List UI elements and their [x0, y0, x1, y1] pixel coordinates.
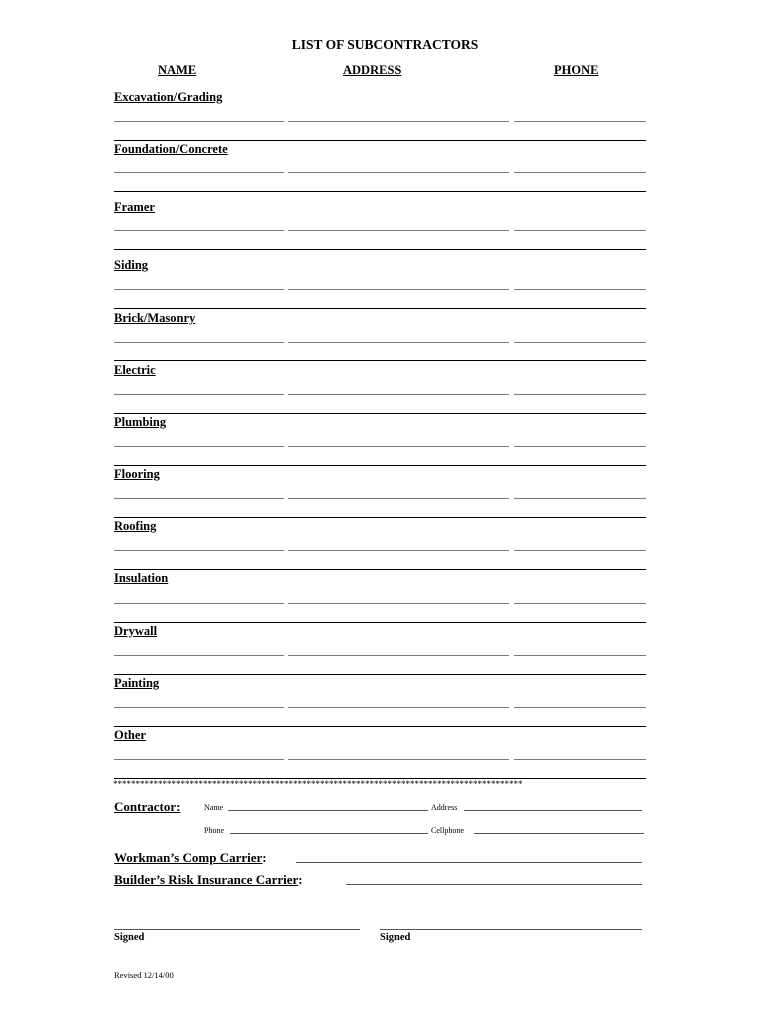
fill-line-row10-col2[interactable]	[514, 655, 646, 656]
fill-line-row0-col1[interactable]	[288, 121, 509, 122]
contractor-name-label: Name	[204, 803, 224, 812]
contractor-cellphone-label: Cellphone	[431, 826, 464, 835]
fill-line-row5-col0[interactable]	[114, 394, 284, 395]
fill-line-row2-col2[interactable]	[514, 230, 646, 231]
contractor-phone-label: Phone	[204, 826, 224, 835]
section-divider-4	[114, 360, 646, 361]
section-divider-6	[114, 465, 646, 466]
signature-line-right[interactable]	[380, 929, 642, 930]
category-drywall: Drywall	[114, 624, 158, 638]
section-divider-10	[114, 674, 646, 675]
signature-line-left[interactable]	[114, 929, 360, 930]
fill-line-row3-col2[interactable]	[514, 289, 646, 290]
section-divider-9	[114, 622, 646, 623]
section-divider-2	[114, 249, 646, 250]
fill-line-row4-col2[interactable]	[514, 342, 646, 343]
fill-line-row12-col0[interactable]	[114, 759, 284, 760]
fill-line-row6-col0[interactable]	[114, 446, 284, 447]
fill-line-row2-col0[interactable]	[114, 230, 284, 231]
fill-line-row1-col1[interactable]	[288, 172, 509, 173]
column-header-name: NAME	[158, 63, 197, 77]
section-divider-1	[114, 191, 646, 192]
contractor-address-field[interactable]	[464, 810, 642, 811]
fill-line-row12-col2[interactable]	[514, 759, 646, 760]
fill-line-row5-col1[interactable]	[288, 394, 509, 395]
section-divider-8	[114, 569, 646, 570]
fill-line-row9-col0[interactable]	[114, 603, 284, 604]
category-flooring: Flooring	[114, 467, 160, 481]
category-painting: Painting	[114, 676, 160, 690]
signed-label-left: Signed	[114, 932, 145, 943]
fill-line-row5-col2[interactable]	[514, 394, 646, 395]
column-header-phone: PHONE	[554, 63, 599, 77]
contractor-phone-field[interactable]	[230, 833, 428, 834]
fill-line-row2-col1[interactable]	[288, 230, 509, 231]
fill-line-row9-col1[interactable]	[288, 603, 509, 604]
contractor-address-label: Address	[431, 803, 458, 812]
fill-line-row11-col1[interactable]	[288, 707, 509, 708]
category-foundation-concrete: Foundation/Concrete	[114, 142, 228, 156]
fill-line-row6-col2[interactable]	[514, 446, 646, 447]
contractor-label	[114, 799, 180, 815]
contractor-label-text: Contractor:	[114, 799, 181, 814]
category-insulation: Insulation	[114, 571, 169, 585]
fill-line-row6-col1[interactable]	[288, 446, 509, 447]
fill-line-row7-col0[interactable]	[114, 498, 284, 499]
section-divider-0	[114, 140, 646, 141]
fill-line-row8-col0[interactable]	[114, 550, 284, 551]
workmans-comp-carrier-field[interactable]	[296, 862, 642, 863]
fill-line-row1-col0[interactable]	[114, 172, 284, 173]
fill-line-row9-col2[interactable]	[514, 603, 646, 604]
fill-line-row0-col2[interactable]	[514, 121, 646, 122]
category-other: Other	[114, 728, 146, 742]
fill-line-row8-col2[interactable]	[514, 550, 646, 551]
section-divider-11	[114, 726, 646, 727]
category-electric: Electric	[114, 363, 156, 377]
fill-line-row10-col1[interactable]	[288, 655, 509, 656]
fill-line-row11-col0[interactable]	[114, 707, 284, 708]
builders-risk-carrier-text: Builder’s Risk Insurance Carrier	[114, 872, 299, 887]
contractor-cellphone-field[interactable]	[474, 833, 644, 834]
section-divider-5	[114, 413, 646, 414]
fill-line-row4-col1[interactable]	[288, 342, 509, 343]
fill-line-row8-col1[interactable]	[288, 550, 509, 551]
builders-risk-carrier-field[interactable]	[346, 884, 642, 885]
fill-line-row0-col0[interactable]	[114, 121, 284, 122]
separator-asterisks: *******************************************************************************************	[113, 779, 523, 789]
fill-line-row4-col0[interactable]	[114, 342, 284, 343]
fill-line-row3-col1[interactable]	[288, 289, 509, 290]
page-title: LIST OF SUBCONTRACTORS	[291, 37, 479, 52]
fill-line-row11-col2[interactable]	[514, 707, 646, 708]
builders-risk-carrier-label: Builder’s Risk Insurance Carrier:	[114, 872, 303, 887]
category-framer: Framer	[114, 200, 155, 214]
signed-label-right: Signed	[380, 932, 411, 943]
contractor-name-field[interactable]	[228, 810, 428, 811]
workmans-comp-carrier-text: Workman’s Comp Carrier	[114, 850, 263, 865]
category-brick-masonry: Brick/Masonry	[114, 311, 196, 325]
category-siding: Siding	[114, 258, 149, 272]
fill-line-row7-col2[interactable]	[514, 498, 646, 499]
fill-line-row12-col1[interactable]	[288, 759, 509, 760]
fill-line-row3-col0[interactable]	[114, 289, 284, 290]
revised-date: Revised 12/14/00	[114, 970, 174, 980]
workmans-comp-carrier-label: Workman’s Comp Carrier:	[114, 850, 267, 865]
column-header-address: ADDRESS	[343, 63, 402, 77]
category-plumbing: Plumbing	[114, 415, 167, 429]
fill-line-row7-col1[interactable]	[288, 498, 509, 499]
fill-line-row10-col0[interactable]	[114, 655, 284, 656]
fill-line-row1-col2[interactable]	[514, 172, 646, 173]
section-divider-3	[114, 308, 646, 309]
section-divider-7	[114, 517, 646, 518]
category-roofing: Roofing	[114, 519, 157, 533]
category-excavation-grading: Excavation/Grading	[114, 90, 223, 104]
